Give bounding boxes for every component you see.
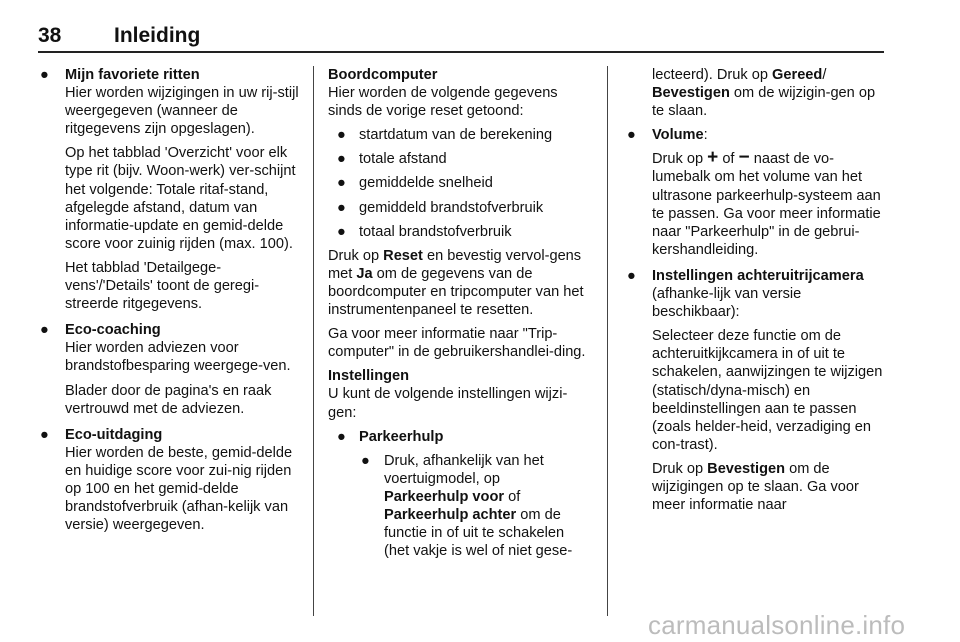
text: (afhanke-lijk van versie beschikbaar): — [652, 286, 802, 321]
paragraph: Hier worden de beste, gemid-delde en huidige score voor zui-nig rijden op 100 en het gemid-delde brandstofverbruik (afhan-kelijk van versie) weergegeven. — [65, 444, 293, 534]
paragraph — [652, 460, 889, 514]
instellingen-heading: Instellingen — [328, 368, 410, 385]
reset-label: Reset — [383, 247, 423, 264]
list-item — [328, 150, 593, 168]
text: om de functie in of uit te schakelen (het vakje is wel of niet gese- — [384, 506, 573, 560]
text: en bevestig vervol-gens met — [328, 247, 582, 282]
list-item-text: startdatum van de berekening — [359, 127, 553, 144]
list-item-text: gemiddeld brandstofverbruik — [359, 199, 544, 216]
watermark: carmanualsonline.info — [648, 610, 906, 640]
bullet-icon: ● — [627, 127, 636, 144]
reset-paragraph — [328, 247, 593, 319]
text: Druk op — [652, 460, 708, 477]
volume-title: Volume — [652, 127, 704, 144]
column-2 — [328, 66, 593, 568]
item-title: Eco-coaching — [65, 322, 161, 339]
boordcomputer-heading: Boordcomputer — [328, 67, 438, 83]
text: om de wijzigingen op te slaan. Ga voor meer informatie naar — [652, 460, 859, 514]
plus-icon: + — [707, 147, 719, 169]
column-divider — [313, 66, 314, 616]
continuation-paragraph — [625, 66, 889, 120]
parkeerhulp-voor-label: Parkeerhulp voor — [384, 488, 505, 505]
text: Druk op — [328, 247, 384, 264]
item-title: Eco-uitdaging — [65, 426, 163, 443]
bullet-icon: ● — [40, 426, 49, 443]
page-number: 38 — [38, 24, 62, 47]
list-item-text: gemiddelde snelheid — [359, 175, 493, 192]
bullet-icon: ● — [337, 127, 346, 144]
section-title: Inleiding — [114, 24, 201, 47]
ja-label: Ja — [356, 265, 373, 282]
parkeerhulp-achter-label: Parkeerhulp achter — [384, 506, 517, 523]
bullet-icon: ● — [627, 267, 636, 284]
bevestigen-label: Bevestigen — [707, 460, 786, 477]
list-item-text: totale afstand — [359, 151, 447, 168]
bullet-icon: ● — [337, 199, 346, 216]
bullet-icon: ● — [337, 175, 346, 192]
list-item — [328, 199, 593, 217]
bullet-icon: ● — [40, 67, 49, 83]
paragraph: Hier worden wijzigingen in uw rij-stijl weergegeven (wanneer de ritgegevens zijn opgeslagen). — [65, 85, 299, 138]
bullet-icon: ● — [337, 428, 346, 445]
column-3 — [625, 66, 889, 522]
paragraph: Het tabblad 'Detailgege-vens'/'Details' toont de geregi-streerde ritgegevens. — [65, 259, 260, 313]
list-item — [625, 126, 889, 259]
text: of — [718, 151, 739, 168]
paragraph: Blader door de pagina's en raak vertrouwd met de adviezen. — [65, 382, 272, 417]
bevestigen-label: Bevestigen — [652, 85, 730, 102]
list-item — [328, 428, 593, 561]
bullet-icon: ● — [337, 151, 346, 168]
list-item — [38, 66, 300, 313]
text: / — [822, 67, 827, 83]
header-rule — [38, 51, 884, 53]
list-item — [328, 126, 593, 144]
text: lecteerd). Druk op — [652, 67, 773, 83]
list-item — [328, 223, 593, 241]
text: om de wijzigin-gen op te slaan. — [652, 85, 876, 120]
text: Druk, afhankelijk van het voertuigmodel, op — [384, 452, 544, 487]
bullet-icon: ● — [40, 322, 49, 339]
gereed-label: Gereed — [772, 67, 823, 83]
paragraph: U kunt de volgende instellingen wijzi-gen: — [328, 386, 568, 421]
text: naast de vo-lumebalk om het volume van het ultrasone parkeerhulp-systeem aan te passen. Ga voor meer informatie naar "Parkeerhulp" in de gebrui-kershandleiding. — [652, 151, 881, 258]
text: Druk op — [652, 151, 708, 168]
text: : — [703, 127, 708, 144]
sub-list-item — [359, 452, 593, 561]
paragraph: Hier worden de volgende gegevens sinds de vorige reset getoond: — [328, 85, 558, 120]
text: of — [504, 488, 521, 505]
list-item — [328, 174, 593, 192]
column-divider — [607, 66, 608, 616]
bullet-icon: ● — [361, 452, 370, 469]
list-item — [38, 426, 300, 535]
item-title: Mijn favoriete ritten — [65, 67, 200, 83]
list-item — [625, 267, 889, 514]
paragraph: Op het tabblad 'Overzicht' voor elk type rit (bijv. Woon-werk) ver-schijnt het volgende: Totale ritaf-stand, afgelegde afstand, datum van informatie-update en gemid-delde score voor zuinig rijden (max. 100). — [65, 145, 296, 252]
text: om de gegevens van de boordcomputer en tripcomputer van het instrumentenpaneel te resetten. — [328, 265, 584, 319]
list-item-text: totaal brandstofverbruik — [359, 223, 512, 240]
data-list — [328, 126, 593, 240]
paragraph: Ga voor meer informatie naar "Trip-computer" in de gebruikershandlei-ding. — [328, 326, 586, 361]
paragraph: Hier worden adviezen voor brandstofbesparing weergege-ven. — [65, 340, 291, 375]
minus-icon: − — [738, 147, 750, 169]
paragraph: Selecteer deze functie om de achteruitkijkcamera in of uit te schakelen, aanwijzingen te wijzigen (statisch/dyna-misch) en beeldinstellingen aan te passen (zoals helder-heid, verzadiging en con-trast). — [652, 328, 883, 453]
bullet-icon: ● — [337, 223, 346, 240]
camera-title: Instellingen achteruitrijcamera — [652, 267, 864, 284]
parkeerhulp-title: Parkeerhulp — [359, 428, 444, 445]
volume-paragraph — [652, 147, 889, 259]
column-1 — [38, 66, 300, 542]
list-item — [38, 321, 300, 417]
page-header — [0, 0, 960, 56]
